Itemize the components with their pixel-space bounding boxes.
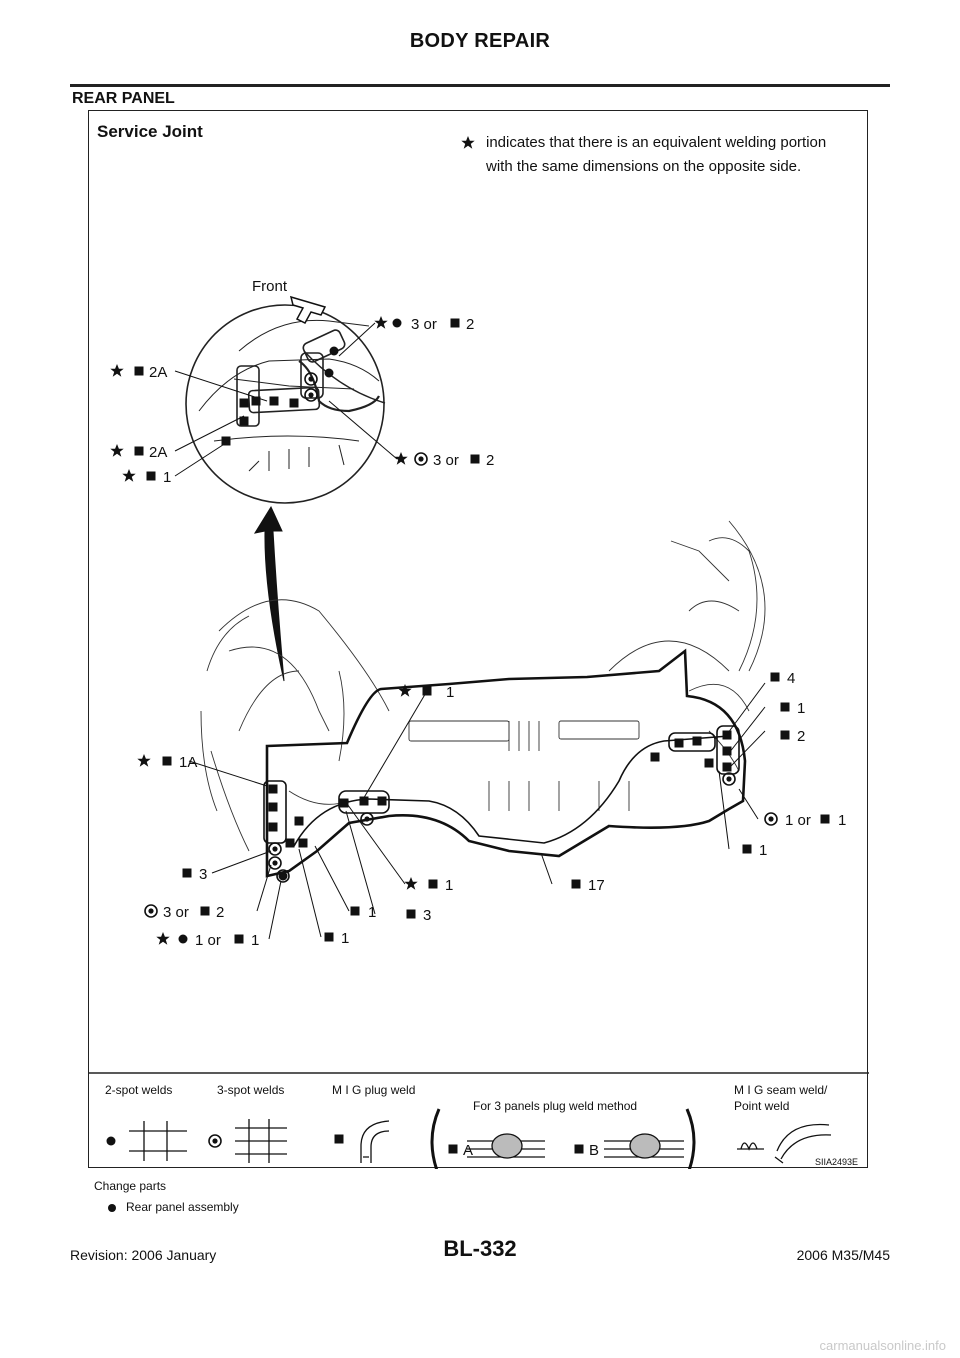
legend-mig-seam-label-1: M I G seam weld/	[734, 1083, 828, 1097]
figure-code: SIIA2493E	[815, 1157, 859, 1167]
footer-revision: Revision: 2006 January	[70, 1247, 217, 1263]
section-title: REAR PANEL	[72, 90, 175, 107]
callout-left-1or-b: 1	[251, 932, 260, 949]
callout-inset-top-b: 2	[466, 316, 475, 333]
callout-right-1or-b: 1	[838, 812, 847, 829]
callout-right-4: 4	[787, 670, 796, 687]
legend-method-a: A	[463, 1142, 474, 1159]
callout-upper-center-1: 1	[446, 684, 455, 701]
callout-left-3: 3	[199, 866, 208, 883]
header-rule	[70, 84, 890, 87]
front-label: Front	[252, 278, 288, 295]
callout-left-1or: 1 or	[195, 932, 221, 949]
front-arrow	[291, 297, 325, 323]
callout-inset-top: 3 or	[411, 316, 437, 333]
callout-left-3or: 3 or	[163, 904, 189, 921]
legend-mig-plug-label: M I G plug weld	[332, 1083, 416, 1097]
callout-center-3: 3	[423, 907, 432, 924]
callout-right-2: 2	[797, 728, 806, 745]
legend-method-b: B	[589, 1142, 600, 1159]
star-note-line2: with the same dimensions on the opposite side.	[486, 158, 802, 175]
footer-model: 2006 M35/M45	[796, 1247, 890, 1263]
callout-right-lower-1: 1	[759, 842, 768, 859]
figure-title: Service Joint	[97, 122, 203, 141]
footer-page-number: BL-332	[443, 1236, 517, 1261]
callout-inset-2a-lower: 2A	[149, 444, 168, 461]
star-note-icon	[461, 136, 474, 149]
legend-mig-seam-label-2: Point weld	[734, 1099, 790, 1113]
callout-bottom-center-1: 1	[445, 877, 454, 894]
callout-inset-2a-upper: 2A	[149, 364, 168, 381]
callout-center-1: 1	[368, 904, 377, 921]
callout-left-3or-b: 2	[216, 904, 225, 921]
callout-center-lower-1: 1	[341, 930, 350, 947]
legend-2-spot-label: 2-spot welds	[105, 1083, 173, 1097]
star-note-line1: indicates that there is an equivalent welding portion	[486, 134, 827, 151]
watermark: carmanualsonline.info	[819, 1338, 946, 1353]
callout-right-1or: 1 or	[785, 812, 811, 829]
page-header-title: BODY REPAIR	[409, 30, 551, 52]
callout-inset-bottom: 3 or	[433, 452, 459, 469]
callout-left-1a: 1A	[179, 754, 198, 771]
service-joint-figure	[88, 110, 868, 1168]
callout-bottom-17: 17	[588, 877, 605, 894]
caption-change-parts: Change parts	[94, 1179, 167, 1193]
legend-3-spot-label: 3-spot welds	[217, 1083, 285, 1097]
legend-symbols	[129, 1109, 831, 1169]
legend-three-panel-label: For 3 panels plug weld method	[473, 1099, 638, 1113]
callout-inset-bottom-b: 2	[486, 452, 495, 469]
callout-right-1: 1	[797, 700, 806, 717]
detail-inset	[186, 305, 385, 503]
caption-item-text: Rear panel assembly	[126, 1200, 239, 1214]
caption-bullet-item	[108, 1200, 239, 1214]
rear-panel-outline	[267, 651, 745, 876]
bullet-dot-icon	[108, 1204, 116, 1212]
callout-inset-1: 1	[163, 469, 172, 486]
